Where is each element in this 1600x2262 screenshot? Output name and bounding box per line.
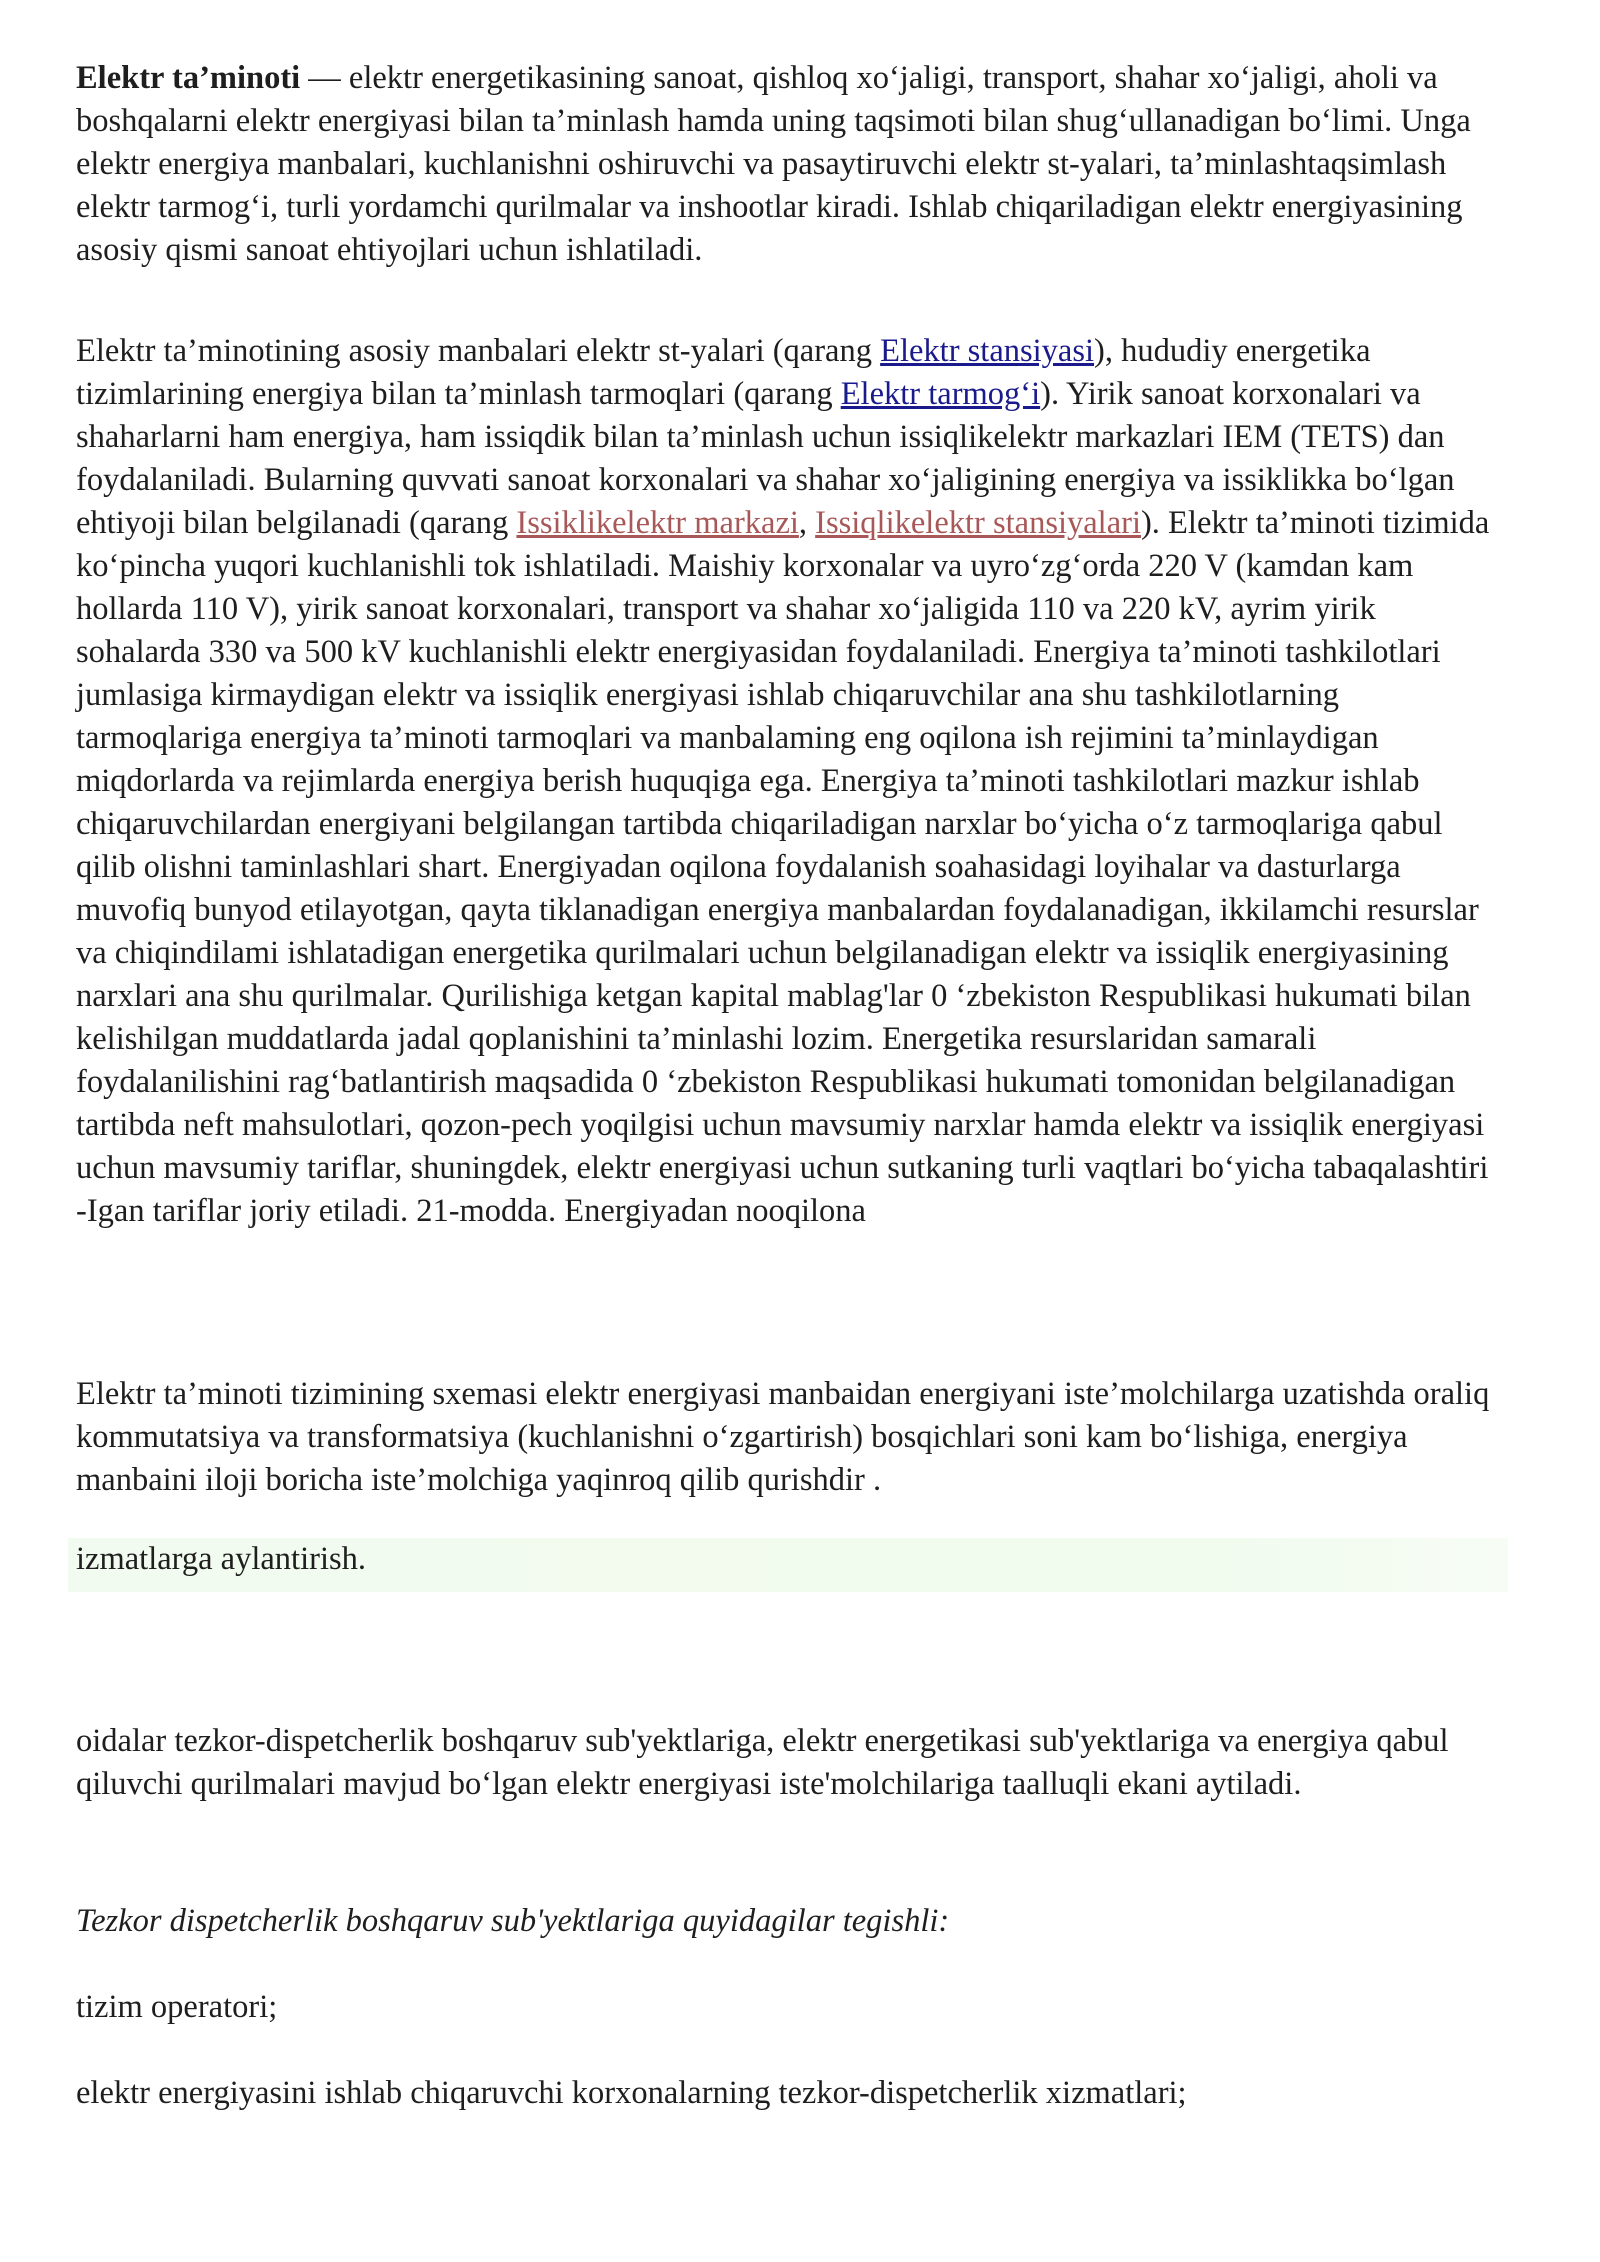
sources-text-5: ). Elektr ta’minoti tizimida ko‘pincha yuqori kuchlanishli tok ishlatiladi. Maishiy korxonalar va uyro‘zg‘orda 220 V (kamdan kam hollarda 110 V), yirik sanoat korxonalari, transport va shahar xo‘jaligida 110 va 220 kV, ayrim yirik sohalarda 330 va 500 kV kuchlanishli elektr energiyasidan foydalaniladi. Energiya ta’minoti tashkilotlari jumlasiga kirmaydigan elektr va issiqlik energiyasi ishlab chiqaruvchilar ana shu tashkilotlarning tarmoqlariga energiya ta’minoti tarmoqlari va manbalaming eng oqilona ish rejimini ta’minlaydigan miqdorlarda va rejimlarda energiya berish huquqiga ega. Energiya ta’minoti tashkilotlari mazkur ishlab chiqaruvchilardan energiyani belgilangan tartibda chiqariladigan narxlar bo‘yicha o‘z tarmoqlariga qabul qilib olishni taminlashlari shart. Energiyadan oqilona foydalanish soahasidagi loyihalar va dasturlarga muvofiq bunyod etilayotgan, qayta tiklanadigan energiya manbalardan foydalanadigan, ikkilamchi resurslar va chiqindilami ishlatadigan energetika qurilmalari uchun belgilanadigan elektr va issiqlik energiyasining narxlari ana shu qurilmalar. Qurilishiga ketgan kapital mablag'lar 0 ‘zbekiston Respublikasi hukumati bilan kelishilgan muddatlarda jadal qoplanishini ta’minlashi lozim. Energetika resurslaridan samarali foydalanilishini rag‘batlantirish maqsadida 0 ‘zbekiston Respublikasi hukumati tomonidan belgilanadigan tartibda neft mahsulotlari, qozon-pech yoqilgisi uchun mavsumiy narxlar hamda elektr va issiqlik energiyasi uchun mavsumiy tariflar, shuningdek, elektr energiyasi uchun sutkaning turli vaqtlari bo‘yicha tabaqalashtiri -Igan tariflar joriy etiladi. 21-modda. Energiyadan nooqilona <box>76 505 1490 1229</box>
link-issiqlikelektr-stansiyalari[interactable]: Issiqlikelektr stansiyalari <box>815 505 1141 541</box>
paragraph-rules: oidalar tezkor-dispetcherlik boshqaruv sub'yektlariga, elektr energetikasi sub'yektlariga va energiya qabul qiluvchi qurilmalari mavjud bo‘lgan elektr energiyasi iste'molchilariga taalluqli ekani aytiladi. <box>76 1723 1449 1802</box>
paragraph-intro <box>76 57 1506 272</box>
paragraph-subjects-heading: Tezkor dispetcherlik boshqaruv sub'yektlariga quyidagilar tegishli: <box>76 1903 950 1939</box>
sources-text-4: , <box>798 505 816 541</box>
paragraph-fragment: izmatlarga aylantirish. <box>76 1541 366 1577</box>
paragraph-scheme: Elektr ta’minoti tizimining sxemasi elektr energiyasi manbaidan energiyani iste’molchilarga uzatishda oraliq kommutatsiya va transformatsiya (kuchlanishni o‘zgartirish) bosqichlari soni kam bo‘lishiga, energiya manbaini iloji boricha iste’molchiga yaqinroq qilib qurishdir . <box>76 1376 1490 1498</box>
link-elektr-stansiyasi[interactable]: Elektr stansiyasi <box>880 333 1095 369</box>
intro-text: — elektr energetikasining sanoat, qishloq xo‘jaligi, transport, shahar xo‘jaligi, aholi va boshqalarni elektr energiyasi bilan ta’minlash hamda uning taqsimoti bilan shug‘ullanadigan bo‘limi. Unga elektr energiya manbalari, kuchlanishni oshiruvchi va pasaytiruvchi elektr st-yalari, ta’minlashtaqsimlash elektr tarmog‘i, turli yordamchi qurilmalar va inshootlar kiradi. Ishlab chiqariladigan elektr energiyasining asosiy qismi sanoat ehtiyojlari uchun ishlatiladi. <box>76 60 1471 268</box>
sources-text-2: ), hududiy energetika tizimlarining energiya bilan ta’minlash tarmoqlari (qarang <box>76 333 1371 412</box>
link-issiklikelektr-markazi[interactable]: Issiklikelektr markazi <box>516 505 799 541</box>
sources-text-3: ). Yirik sanoat korxonalari va shaharlarni ham energiya, ham issiqdik bilan ta’minlash uchun issiqlikelektr markazlari IEM (TETS) dan foydalaniladi. Bularning quvvati sanoat korxonalari va shahar xo‘jaligining energiya va issiklikka bo‘lgan ehtiyoji bilan belgilanadi (qarang <box>76 376 1455 541</box>
paragraph-sources <box>76 330 1506 1233</box>
link-elektr-tarmogi[interactable]: Elektr tarmog‘i <box>840 376 1041 412</box>
sources-text-1: Elektr ta’minotining asosiy manbalari elektr st-yalari (qarang <box>76 333 881 369</box>
list-item-system-operator: tizim operatori; <box>76 1989 278 2025</box>
list-item-dispatch-services: elektr energiyasini ishlab chiqaruvchi korxonalarning tezkor-dispetcherlik xizmatlari; <box>76 2075 1187 2111</box>
term-heading: Elektr ta’minoti <box>76 60 301 96</box>
